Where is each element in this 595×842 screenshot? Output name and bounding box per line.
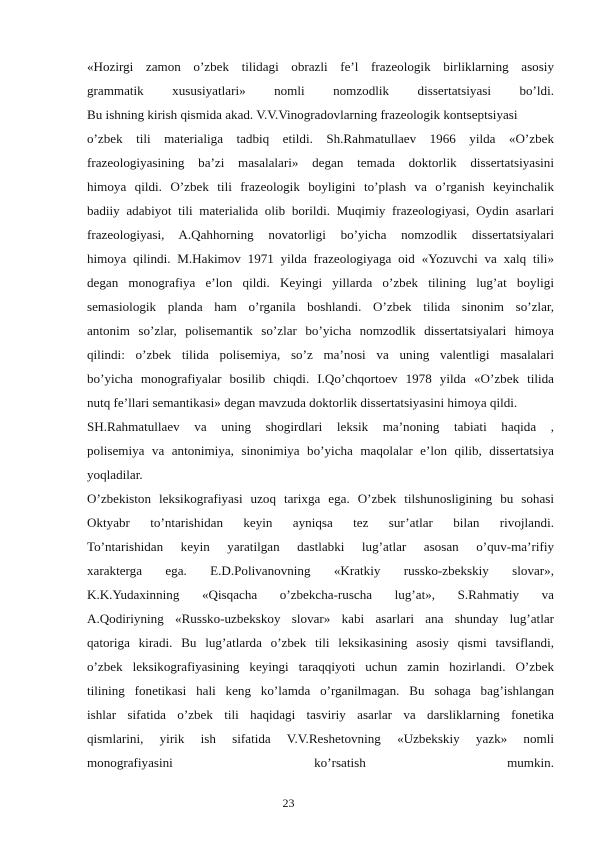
text-line: qatoriga kiradi. Bu lug’atlarda o’zbek tili leksikasining asosiy qismi tavsiflandi, [87,635,554,650]
text-line: antonim so’zlar, polisemantik so’zlar bo’yicha nomzodlik dissertatsiyalari himoya [87,323,554,338]
page-number: 23 [282,796,295,810]
text-line: badiiy adabiyot tili materialida olib borildi. Muqimiy frazeologiyasi, Oydin asarlari [87,203,554,218]
text-line: A.Qodiriyning «Russko-uzbekskoy slovar» kabi asarlari ana shunday lug’atlar [87,611,554,626]
text-line: Bu ishning kirish qismida akad. V.V.Vinogradovlarning frazeologik kontseptsiyasi [87,107,518,122]
text-line: tilining fonetikasi hali keng ko’lamda o’rganilmagan. Bu sohaga bag’ishlangan [87,683,554,698]
text-line: To’ntarishidan keyin yaratilgan dastlabki lug’atlar asosan o’quv-ma’rifiy [87,539,554,554]
text-line: nutq fe’llari semantikasi» degan mavzuda doktorlik dissertatsiyasini himoya qildi. [87,395,518,410]
text-line: himoya qildi. O’zbek tili frazeologik boyligini to’plash va o’rganish keyinchalik [87,179,554,194]
text-line: yoqladilar. [87,467,143,482]
text-line: monografiyasini ko’rsatish mumkin. [87,755,554,770]
text-line: Oktyabr to’ntarishidan keyin ayniqsa tez sur’atlar bilan rivojlandi. [87,515,554,530]
text-line: qismlarini, yirik ish sifatida V.V.Reshetovning «Uzbekskiy yazk» nomli [87,731,554,746]
body-text [87,57,554,777]
text-line: semasiologik planda ham o’rganila boshlandi. O’zbek tilida sinonim so’zlar, [87,299,554,314]
text-line: «Hozirgi zamon o’zbek tilidagi obrazli fe’l frazeologik birliklarning asosiy [87,59,554,74]
text-line: SH.Rahmatullaev va uning shogirdlari leksik ma’noning tabiati haqida , [87,419,554,434]
text-line: xarakterga ega. E.D.Polivanovning «Kratkiy russko-zbekskiy slovar», [87,563,554,578]
text-line: frazeologiyasi, A.Qahhorning novatorligi bo’yicha nomzodlik dissertatsiyalari [87,227,554,242]
text-line: himoya qilindi. M.Hakimov 1971 yilda frazeologiyaga oid «Yozuvchi va xalq tili» [87,251,554,266]
text-line: o’zbek leksikografiyasining keyingi taraqqiyoti uchun zamin hozirlandi. O’zbek [87,659,554,674]
text-line: degan monografiya e’lon qildi. Keyingi yillarda o’zbek tilining lug’at boyligi [87,275,554,290]
text-line: frazeologiyasining ba’zi masalalari» degan temada doktorlik dissertatsiyasini [87,155,554,170]
text-line: ishlar sifatida o’zbek tili haqidagi tasviriy asarlar va darsliklarning fonetika [87,707,554,722]
text-line: O’zbekiston leksikografiyasi uzoq tarixga ega. O’zbek tilshunosligining bu sohasi [87,491,554,506]
text-line: K.K.Yudaxinning «Qisqacha o’zbekcha-ruscha lug’at», S.Rahmatiy va [87,587,554,602]
text-line: bo’yicha monografiyalar bosilib chiqdi. I.Qo’chqortoev 1978 yilda «O’zbek tilida [87,371,554,386]
text-line: polisemiya va antonimiya, sinonimiya bo’yicha maqolalar e’lon qilib, dissertatsiya [87,443,554,458]
text-line: qilindi: o’zbek tilida polisemiya, so’z ma’nosi va uning valentligi masalalari [87,347,554,362]
text-line: o’zbek tili materialiga tadbiq etildi. Sh.Rahmatullaev 1966 yilda «O’zbek [87,131,554,146]
text-line: grammatik xususiyatlari» nomli nomzodlik dissertatsiyasi bo’ldi. [87,83,554,98]
